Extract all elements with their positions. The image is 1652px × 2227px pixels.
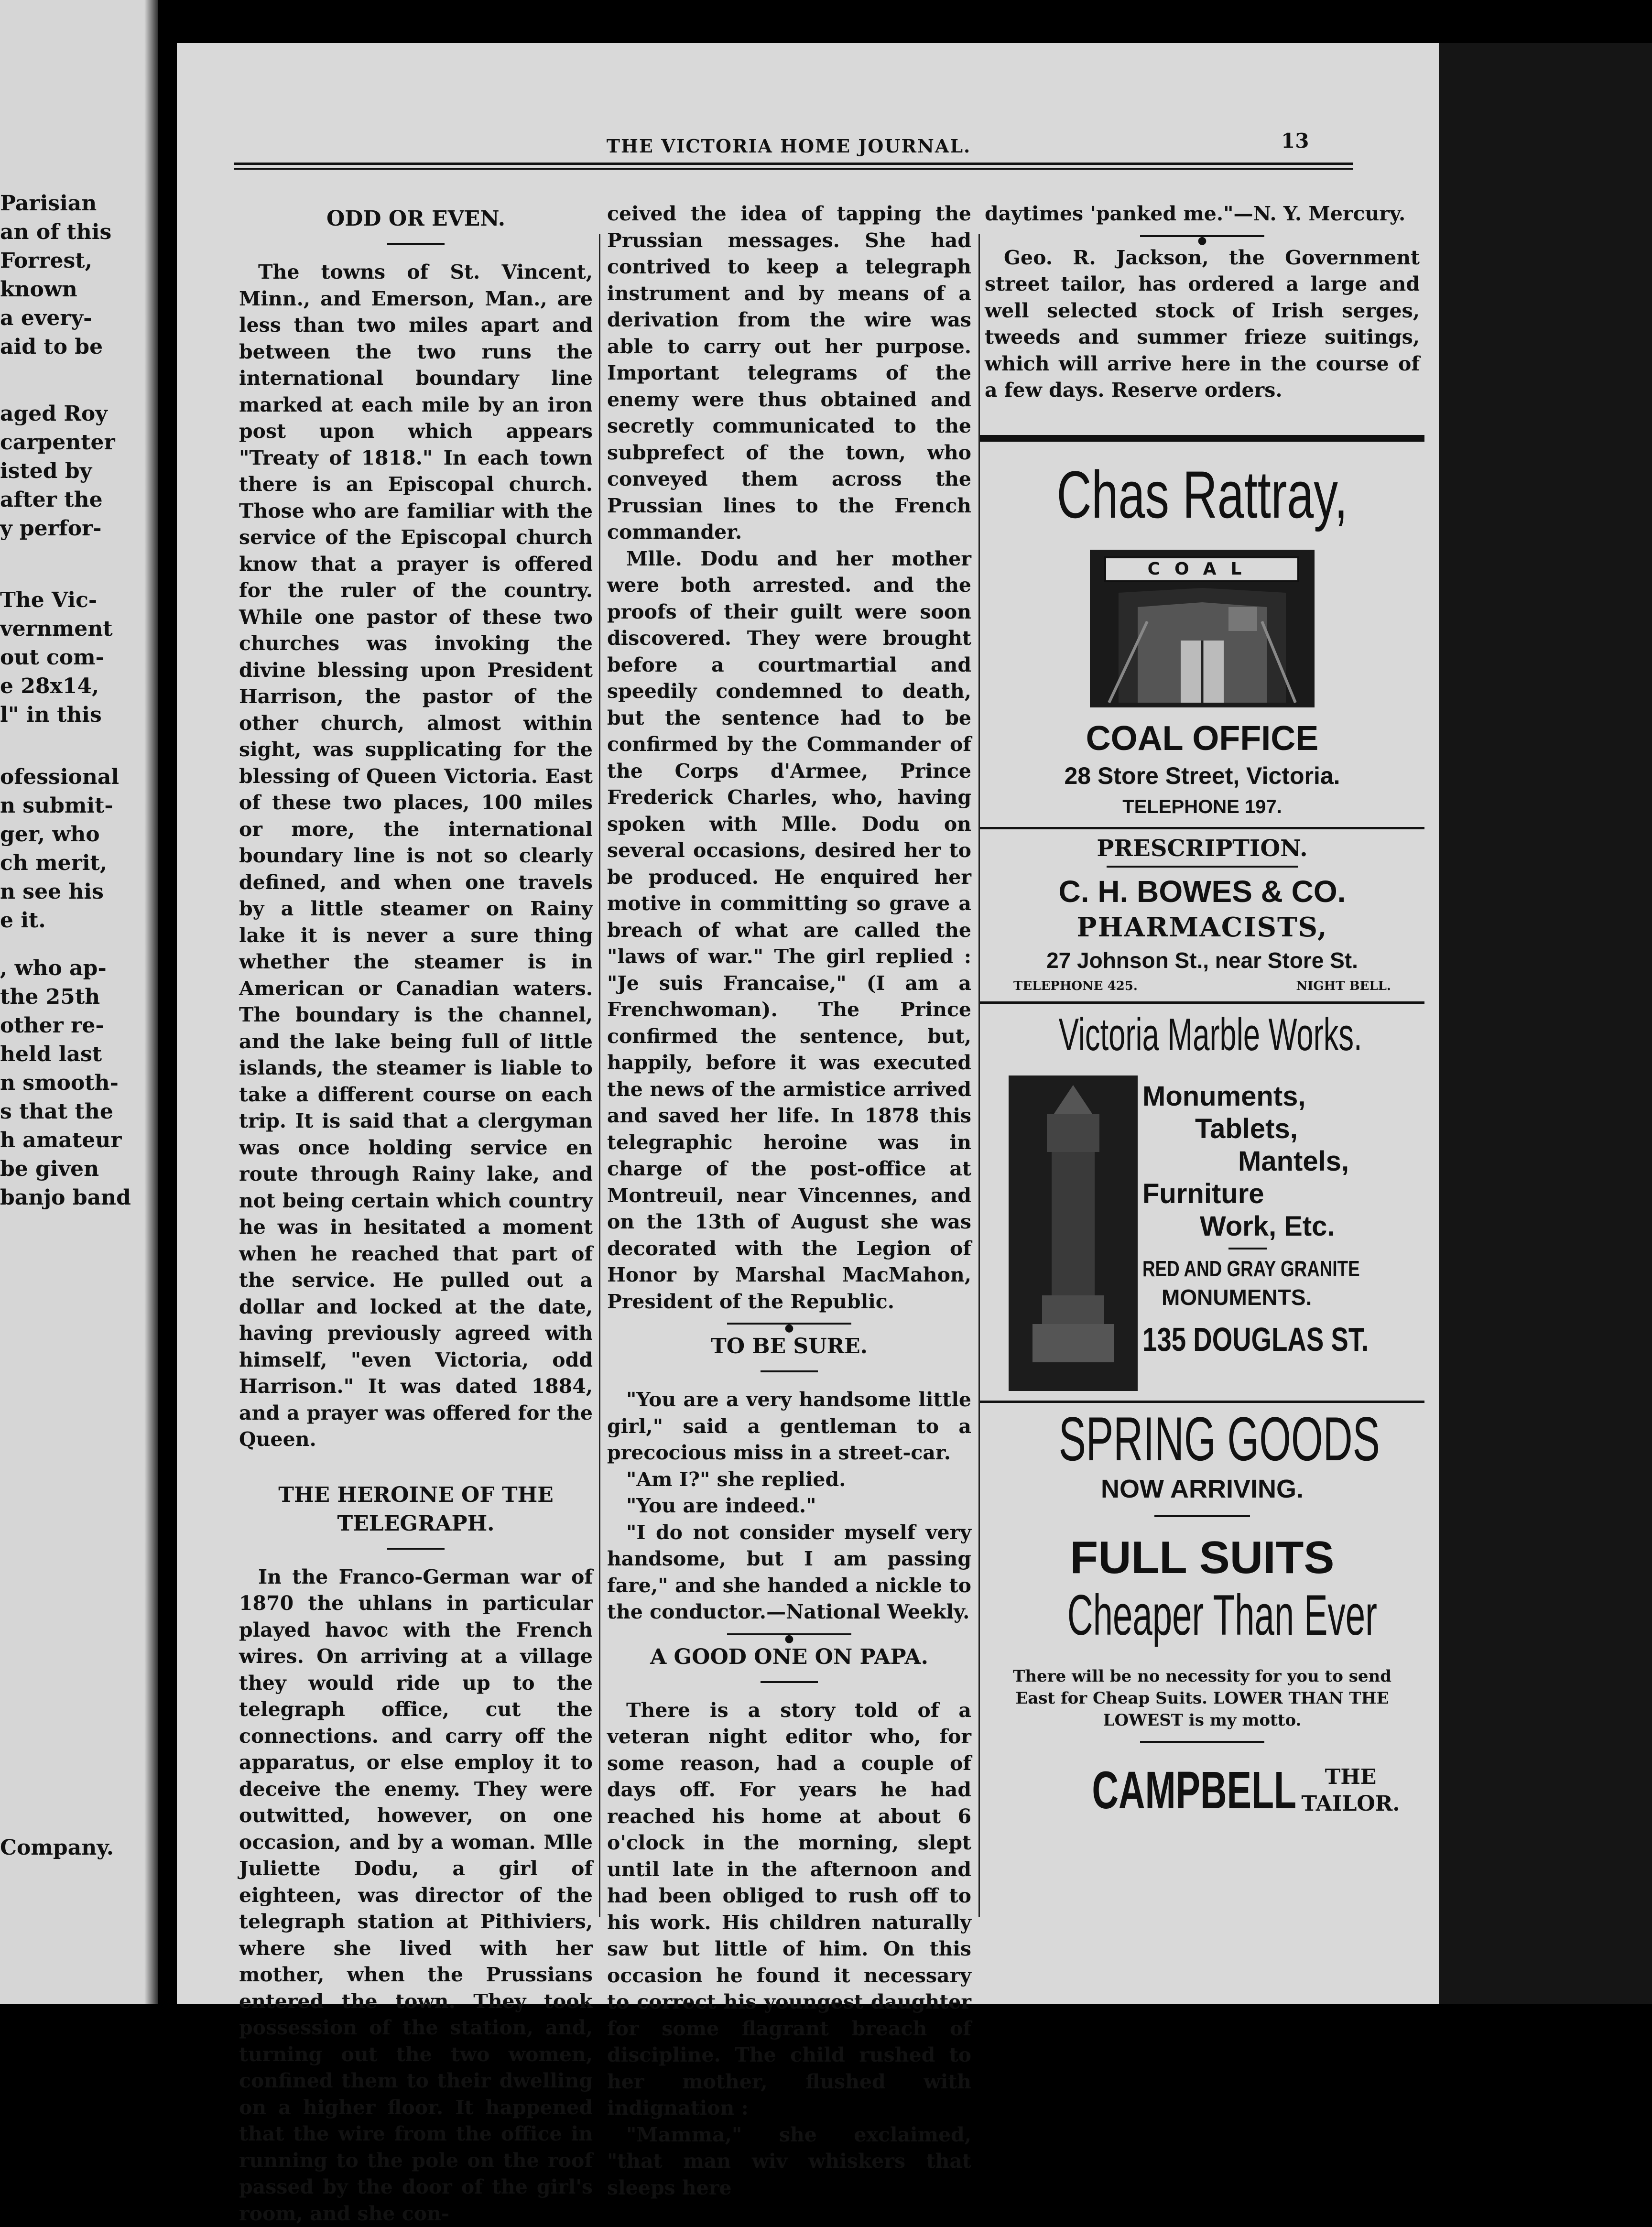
previous-page-text-fragment: y perfor- [0, 516, 102, 541]
previous-page-text-fragment: an of this [0, 220, 111, 244]
now-arriving: NOW ARRIVING. [985, 1472, 1420, 1506]
ad-rule [980, 827, 1424, 829]
newspaper-page [177, 43, 1439, 2004]
ad-rule [980, 1401, 1424, 1403]
bowes-name: C. H. BOWES & CO. [985, 872, 1420, 911]
previous-page-text-fragment: held last [0, 1042, 102, 1066]
campbell-tailor: TAILOR. [1301, 1791, 1400, 1817]
previous-page-text-fragment: banjo band [0, 1185, 131, 1210]
previous-page-text-fragment: ch merit, [0, 851, 107, 875]
title-rule [761, 1681, 818, 1683]
good-one-paragraph-2: "Mamma," she exclaimed, "that man wiv whiskers that sleeps here [607, 2122, 971, 2202]
monument-illustration [1009, 1075, 1138, 1391]
previous-page-text-fragment: n submit- [0, 793, 113, 818]
previous-page-text-fragment: Parisian [0, 191, 97, 216]
previous-page-text-fragment: isted by [0, 459, 92, 483]
bowes-ad [985, 834, 1420, 996]
ad-separator [980, 435, 1424, 442]
previous-page-text-fragment: aid to be [0, 335, 103, 359]
title-rule [387, 243, 445, 245]
previous-page-text-fragment: n see his [0, 880, 104, 904]
marble-item-furniture: Furniture [1142, 1178, 1429, 1210]
marble-works-ad [985, 1009, 1420, 1061]
previous-page-text-fragment: Forrest, [0, 249, 92, 273]
previous-page-text-fragment: other re- [0, 1013, 104, 1038]
previous-page-text-fragment: aged Roy [0, 402, 108, 426]
previous-page-fragment [0, 0, 158, 2004]
column-rule-1 [599, 234, 600, 1917]
previous-page-text-fragment: Company. [0, 1836, 114, 1860]
bowes-telephone: TELEPHONE 425. [1013, 977, 1138, 996]
good-one-paragraph-1: There is a story told of a veteran night editor who, for some reason, had a couple of days off. For years he had reached his home at about 6 o'clock in the morning, slept until late in the afternoon and had been obliged to rush off to his work. His children naturally saw but little of him. On this occasion he found it necessary to correct his youngest daughter for some flagrant breach of discipline. The child rushed to her mother, flushed with indignation : [607, 1697, 971, 2122]
title-rule [761, 1370, 818, 1372]
marble-items [1142, 1080, 1429, 1362]
previous-page-text-fragment: ofessional [0, 765, 119, 789]
article-body-odd-or-even: The towns of St. Vincent, Minn., and Emerson, Man., are less than two miles apart and between the two runs the international boundary line marked at each mile by an iron post upon which appears "Treaty of 1818." In each town there is an Episcopal church. Those who are familiar with the service of the Episcopal church know that a prayer is offered for the ruler of the country. While one pastor of these two churches was invoking the divine blessing upon President Harrison, the pastor of the other church, almost within sight, was supplicating for the blessing of Queen Victoria. East of these two places, 100 miles or more, the international boundary line is not so clearly defined, and when one travels by a little steamer on Rainy lake it is never a sure thing whether the steamer is in American or Canadian waters. The boundary is the channel, and the lake being full of little islands, the steamer is liable to take a different course on each trip. It is said that a clergyman was once holding service en route through Rainy lake, and not being certain which country he was in hesitated a moment when he reached that part of the service. He pulled out a dollar and locked at the date, having previously agreed with himself, "even Victoria, odd Harrison." It was dated 1884, and a prayer was offered for the Queen. [239, 259, 593, 1453]
column-1 [239, 201, 593, 2227]
header-rule [234, 163, 1353, 165]
page-number: 13 [1281, 129, 1309, 152]
article-title-to-be-sure: TO BE SURE. [607, 1332, 971, 1361]
marble-item-mantels: Mantels, [1142, 1145, 1429, 1178]
bowes-night-bell: NIGHT BELL. [1296, 977, 1391, 996]
campbell-ad [985, 1405, 1420, 1819]
monument-drawing [1009, 1075, 1138, 1391]
rattray-name: Chas Rattray, [1045, 459, 1359, 531]
to-be-sure-line-1: "You are a very handsome little girl," said a gentleman to a precocious miss in a street-car. [607, 1387, 971, 1467]
header-rule-thin [234, 168, 1353, 170]
previous-page-text-fragment: e 28x14, [0, 674, 99, 698]
article-title-heroine: THE HEROINE OF THE TELEGRAPH. [239, 1481, 593, 1538]
rattray-telephone: TELEPHONE 197. [985, 792, 1420, 822]
article-divider [727, 1323, 851, 1325]
previous-page-text-fragment: n smooth- [0, 1071, 119, 1095]
coal-sign: COAL [1104, 556, 1299, 582]
article-title-odd-or-even: ODD OR EVEN. [239, 205, 593, 233]
previous-page-text-fragment: out com- [0, 645, 104, 670]
cheaper-than-ever: Cheaper Than Ever [1067, 1584, 1337, 1646]
ad-rule [980, 1001, 1424, 1004]
rattray-address: 28 Store Street, Victoria. [985, 760, 1420, 792]
granite-line-1: RED AND GRAY GRANITE [1142, 1254, 1372, 1283]
previous-page-text-fragment: e it. [0, 908, 46, 933]
full-suits: FULL SUITS [985, 1532, 1420, 1584]
article-divider [727, 1633, 851, 1635]
coal-office-label: COAL OFFICE [985, 717, 1420, 760]
rattray-ad [985, 459, 1420, 822]
previous-page-text-fragment: ger, who [0, 822, 100, 847]
article-divider [1140, 235, 1264, 237]
to-be-sure-line-2: "Am I?" she replied. [607, 1467, 971, 1493]
previous-page-text-fragment: the 25th [0, 985, 100, 1009]
marble-item-tablets: Tablets, [1142, 1113, 1429, 1145]
good-one-continuation: daytimes 'panked me."—N. Y. Mercury. [985, 201, 1420, 228]
previous-page-text-fragment: s that the [0, 1099, 113, 1124]
article-body-heroine-part2: ceived the idea of tapping the Prussian messages. She had contrived to keep a telegraph instrument and by means of a derivation from the wire was able to carry out her purpose. Important telegrams of the enemy were thus obtained and secretly communicated to the subprefect of the town, who conveyed them across the Prussian lines to the French commander. [607, 201, 971, 546]
bowes-trade: PHARMACISTS, [985, 911, 1420, 944]
marble-item-work: Work, Etc. [1142, 1210, 1429, 1243]
bowes-address: 27 Johnson St., near Store St. [985, 944, 1420, 977]
column-2 [607, 201, 971, 2201]
spring-goods: SPRING GOODS [1059, 1405, 1346, 1472]
jackson-notice: Geo. R. Jackson, the Government street tailor, has ordered a large and well selected stock of Irish serges, tweeds and summer frieze suitings, which will arrive here in the course of a few days. Reserve orders. [985, 245, 1420, 404]
scan-border [1439, 43, 1652, 2004]
marble-works-name: Victoria Marble Works. [1059, 1009, 1346, 1061]
campbell-note: There will be no necessity for you to send East for Cheap Suits. LOWER THAN THE LOWEST is my motto. [985, 1646, 1420, 1736]
marble-address: 135 DOUGLAS ST. [1142, 1316, 1366, 1362]
previous-page-text-fragment: vernment [0, 617, 113, 641]
newspaper-title: THE VICTORIA HOME JOURNAL. [598, 135, 980, 157]
title-rule [387, 1548, 445, 1550]
previous-page-text-fragment: The Vic- [0, 588, 97, 612]
marble-item-monuments: Monuments, [1142, 1080, 1429, 1113]
article-body-heroine-part1: In the Franco-German war of 1870 the uhlans in particular played havoc with the French wires. On arriving at a village they would ride up to the telegraph office, cut the connections. and carry off the apparatus, or else employ it to deceive the enemy. They were outwitted, however, on one occasion, and by a woman. Mlle Juliette Dodu, a girl of eighteen, was director of the telegraph station at Pithiviers, where she lived with her mother, when the Prussians entered the town. They took possession of the station, and, turning out the two women, confined them to their dwelling on a higher floor. It happened that the wire from the office in running to the pole on the roof passed by the door of the girl's room, and she con- [239, 1564, 593, 2227]
granite-line-2: MONUMENTS. [1142, 1283, 1429, 1312]
previous-page-text-fragment: after the [0, 488, 103, 512]
prescription-heading: PRESCRIPTION. [985, 834, 1420, 863]
article-title-good-one: A GOOD ONE ON PAPA. [607, 1643, 971, 1672]
to-be-sure-line-3: "You are indeed." [607, 1493, 971, 1520]
to-be-sure-line-4: "I do not consider myself very handsome, but I am passing fare," and she handed a nickle to the conductor.—National Weekly. [607, 1520, 971, 1626]
coal-shed-illustration [1090, 550, 1315, 707]
column-rule-2 [978, 234, 980, 1917]
previous-page-text-fragment: carpenter [0, 430, 115, 455]
previous-page-text-fragment: a every- [0, 306, 92, 330]
previous-page-text-fragment: be given [0, 1157, 99, 1181]
coal-shed-drawing [1090, 550, 1315, 707]
previous-page-text-fragment: l" in this [0, 703, 102, 727]
previous-page-text-fragment: known [0, 277, 77, 302]
heading-rule [1107, 866, 1298, 868]
article-body-heroine-part3: Mlle. Dodu and her mother were both arrested. and the proofs of their guilt were soon discovered. They were brought before a courtmartial and speedily condemned to death, but the sentence had to be confirmed by the Commander of the Corps d'Armee, Prince Frederick Charles, who, having spoken with Mlle. Dodu on several occasions, desired her to be produced. He enquired her motive in committing so grave a breach of what are called the "laws of war." The girl replied : "Je suis Francaise," (I am a Frenchwoman). The Prince confirmed the sentence, but, happily, before it was executed the news of the armistice arrived and saved her life. In 1878 this telegraphic heroine was in charge of the post-office at Montreuil, near Vincennes, and on the 13th of August she was decorated with the Legion of Honor by Marshal MacMahon, President of the Republic. [607, 546, 971, 1315]
previous-page-text-fragment: h amateur [0, 1128, 121, 1152]
previous-page-text-fragment: , who ap- [0, 956, 107, 980]
column-3-text [985, 201, 1420, 404]
campbell-name: CAMPBELL [1092, 1762, 1297, 1819]
campbell-the: THE [1301, 1764, 1400, 1791]
